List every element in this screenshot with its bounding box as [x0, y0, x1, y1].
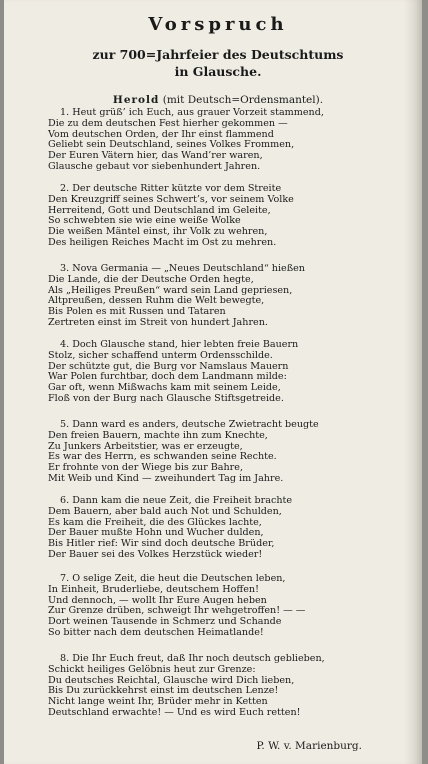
speaker-heading: [4, 94, 422, 106]
stanza-line: Bis Du zurückkehrst einst im deutschen Lenze!: [48, 685, 279, 697]
stanza-line: 3. Nova Germania — „Neues Deutschland“ hießen: [60, 263, 305, 274]
stanza-line: Zu Junkers Arbeitstier, was er erzeugte,: [48, 440, 243, 452]
stanza-line: 8. Die Ihr Euch freut, daß Ihr noch deutsch geblieben,: [60, 653, 325, 664]
stanza-line: Der Bauer sei des Volkes Herzstück wieder!: [48, 548, 263, 560]
stanza-line: Den freien Bauern, machte ihn zum Knechte,: [48, 429, 268, 441]
stanza-line: Floß von der Burg nach Glausche Stiftsgetreide.: [48, 392, 284, 404]
document-subtitle-line-1: zur 700=Jahrfeier des Deutschtums: [92, 47, 344, 62]
stanza-line: Den Kreuzgriff seines Schwert’s, vor seinem Volke: [48, 193, 294, 205]
stanza-line: Bis Polen es mit Russen und Tataren: [48, 306, 226, 318]
stanza-5: [48, 420, 388, 485]
stanza-line: Des heiligen Reiches Macht im Ost zu mehren.: [48, 236, 277, 248]
stanza-line: Es kam die Freiheit, die des Glückes lachte,: [48, 516, 262, 528]
stanza-line: Dem Bauern, aber bald auch Not und Schulden,: [48, 505, 282, 517]
stanza-line: Altpreußen, dessen Ruhm die Welt bewegte,: [48, 295, 265, 307]
stanza-8: [48, 654, 388, 719]
stanza-2: [48, 184, 388, 249]
document-page: [4, 0, 422, 764]
stanza-line: 6. Dann kam die neue Zeit, die Freiheit brachte: [60, 495, 293, 506]
stanza-line: Die zu dem deutschen Fest hierher gekommen —: [48, 117, 288, 129]
stanza-line: Gar oft, wenn Mißwachs kam mit seinem Leide,: [48, 382, 281, 394]
stanza-line: Dort weinen Tausende in Schmerz und Schande: [48, 616, 282, 628]
stanza-line: Geliebt sein Deutschland, seines Volkes Frommen,: [48, 139, 295, 151]
stanza-line: Der Euren Vätern hier, das Wand’rer waren,: [48, 150, 263, 162]
stanza-line: Mit Weib und Kind — zweihundert Tag im Jahre.: [48, 472, 284, 484]
stanza-line: Glausche gebaut vor siebenhundert Jahren.: [48, 160, 261, 172]
stanza-line: 4. Doch Glausche stand, hier lebten freie Bauern: [60, 339, 299, 350]
stanza-3: [48, 264, 388, 329]
stanza-line: Herreitend, Gott und Deutschland im Geleite,: [48, 204, 271, 216]
stanza-line: Und dennoch, — wollt Ihr Eure Augen heben: [48, 594, 267, 606]
stanza-line: So schwebten sie wie eine weiße Wolke: [48, 215, 241, 227]
document-title: Vorspruch: [148, 14, 288, 35]
stanza-line: Du deutsches Reichtal, Glausche wird Dich lieben,: [48, 674, 295, 686]
stanza-line: So bitter nach dem deutschen Heimatlande!: [48, 626, 264, 638]
stanza-line: Deutschland erwachte! — Und es wird Euch retten!: [48, 706, 301, 718]
stanza-line: Zur Grenze drüben, schweigt Ihr wehgetroffen! — —: [48, 605, 306, 617]
stanza-line: 1. Heut grüß’ ich Euch, aus grauer Vorzeit stammend,: [60, 107, 324, 118]
stanza-line: Als „Heiliges Preußen“ ward sein Land gepriesen,: [48, 284, 293, 296]
stanza-line: Bis Hitler rief: Wir sind doch deutsche Brüder,: [48, 538, 275, 550]
stanza-line: War Polen furchtbar, doch dem Landmann milde:: [48, 371, 287, 383]
stanza-4: [48, 340, 388, 405]
stanza-7: [48, 574, 388, 639]
stanza-line: Er frohnte von der Wiege bis zur Bahre,: [48, 462, 243, 474]
stanza-line: Vom deutschen Orden, der Ihr einst flammend: [48, 128, 274, 140]
stanza-line: Nicht lange weint Ihr, Brüder mehr in Ketten: [48, 696, 268, 708]
speaker-name: Herold: [112, 94, 160, 106]
stanza-line: Die weißen Mäntel einst, ihr Volk zu wehren,: [48, 226, 268, 238]
stanza-line: 5. Dann ward es anders, deutsche Zwietracht beugte: [60, 419, 319, 430]
stanza-line: In Einheit, Bruderliebe, deutschem Hoffen!: [48, 583, 259, 595]
author-signature: P. W. v. Marienburg.: [256, 740, 362, 752]
page-edge-shadow: [404, 0, 422, 764]
stanza-line: 2. Der deutsche Ritter kützte vor dem Streite: [60, 183, 282, 194]
stanza-line: Die Lande, die der Deutsche Orden hegte,: [48, 273, 254, 285]
stanza-line: Zertreten einst im Streit von hundert Jahren.: [48, 316, 268, 328]
stanza-line: 7. O selige Zeit, die heut die Deutschen leben,: [60, 573, 286, 584]
stanza-line: Es war des Herrn, es schwanden seine Rechte.: [48, 451, 277, 463]
stanza-line: Stolz, sicher schaffend unterm Ordensschilde.: [48, 349, 273, 361]
speaker-note: (mit Deutsch=Ordensmantel).: [162, 94, 324, 106]
stanza-line: Der schützte gut, die Burg vor Namslaus Mauern: [48, 360, 289, 372]
document-subtitle-line-2: in Glausche.: [174, 64, 262, 79]
stanza-line: Der Bauer mußte Hohn und Wucher dulden,: [48, 527, 264, 539]
stanza-6: [48, 496, 388, 561]
stanza-line: Schickt heiliges Gelöbnis heut zur Grenze:: [48, 663, 256, 675]
stanza-1: [48, 108, 388, 173]
